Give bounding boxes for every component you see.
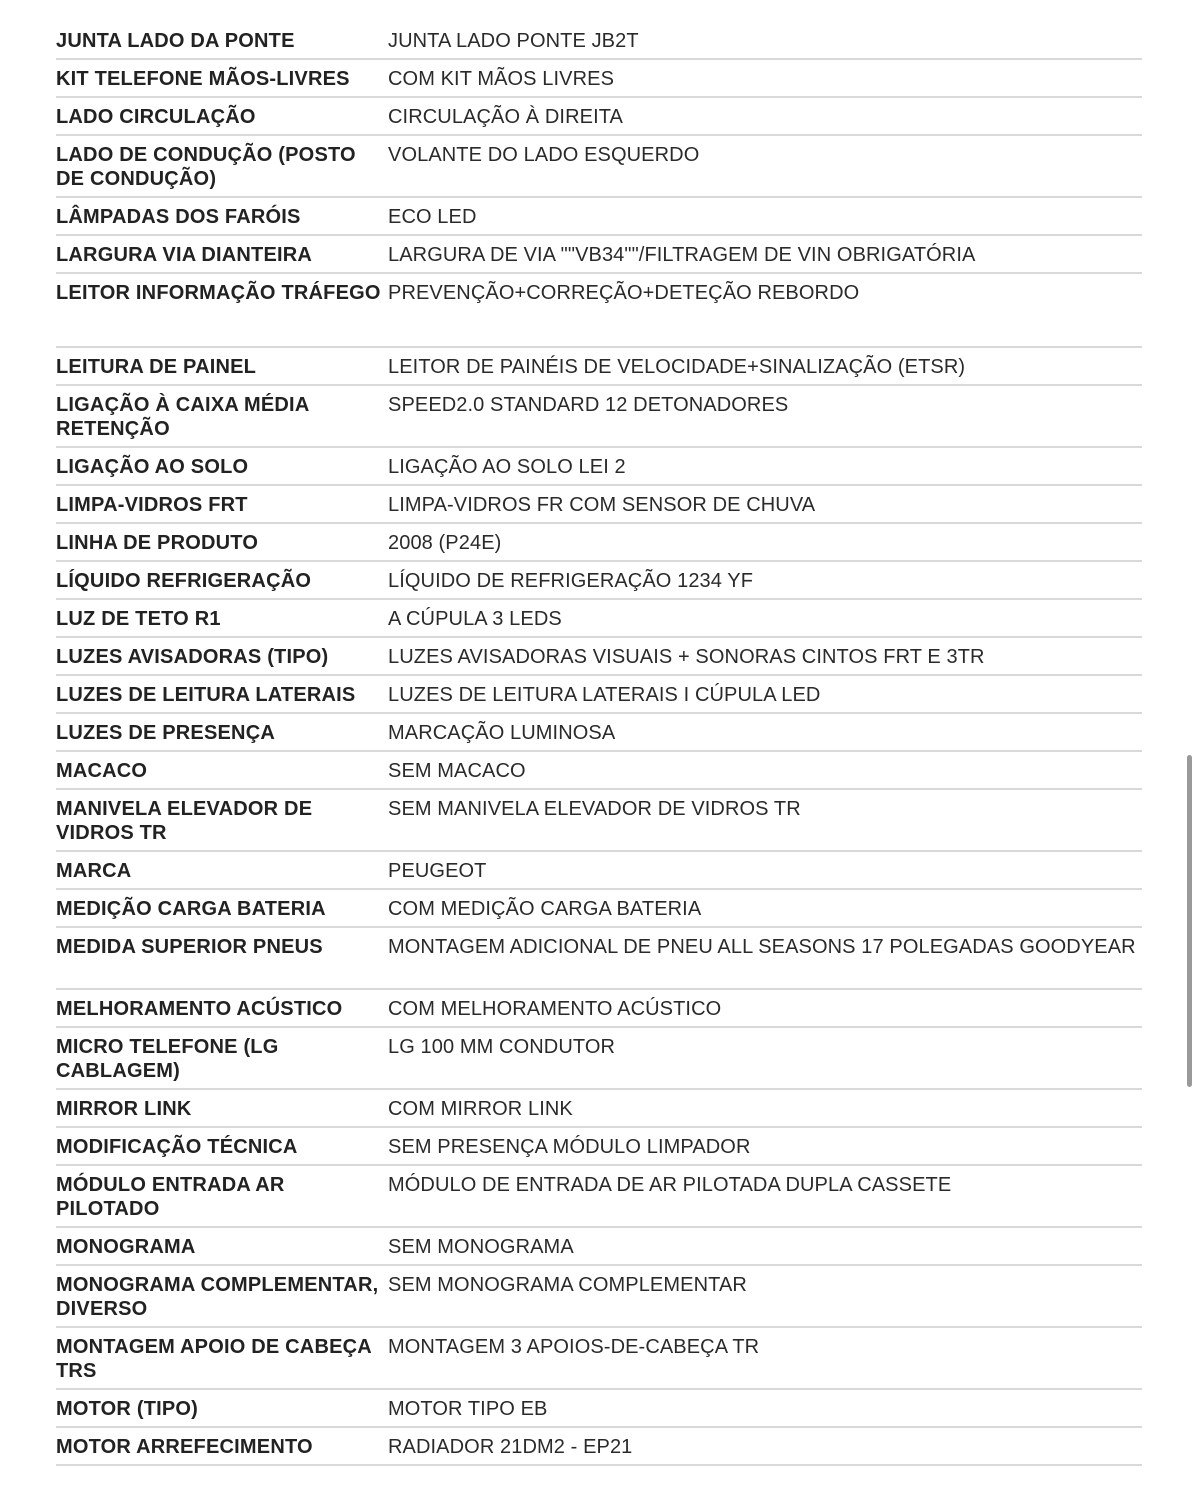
spec-value: MONTAGEM 3 APOIOS-DE-CABEÇA TR <box>388 1336 760 1358</box>
spec-value: COM KIT MÃOS LIVRES <box>388 68 615 90</box>
spec-label: MONOGRAMA COMPLEMENTAR, DIVERSO <box>56 1274 379 1320</box>
spec-row <box>56 714 1142 752</box>
spec-row <box>56 562 1142 600</box>
spec-row <box>56 274 1142 348</box>
spec-label: LUZES DE LEITURA LATERAIS <box>56 684 356 706</box>
spec-label: LINHA DE PRODUTO <box>56 532 259 554</box>
spec-row <box>56 60 1142 98</box>
spec-value: JUNTA LADO PONTE JB2T <box>388 30 639 52</box>
spec-row <box>56 98 1142 136</box>
spec-label: LUZES DE PRESENÇA <box>56 722 275 744</box>
spec-value: SEM MONOGRAMA COMPLEMENTAR <box>388 1274 747 1296</box>
spec-label: MACACO <box>56 760 148 782</box>
spec-label: JUNTA LADO DA PONTE <box>56 30 295 52</box>
spec-row <box>56 22 1142 60</box>
spec-value: PREVENÇÃO+CORREÇÃO+DETEÇÃO REBORDO <box>388 282 860 304</box>
spec-value: A CÚPULA 3 LEDS <box>388 608 562 630</box>
spec-label: MOTOR (TIPO) <box>56 1398 199 1420</box>
spec-row <box>56 890 1142 928</box>
spec-value: LIGAÇÃO AO SOLO LEI 2 <box>388 456 626 478</box>
spec-label: LIGAÇÃO À CAIXA MÉDIA RETENÇÃO <box>56 394 309 440</box>
spec-row <box>56 1090 1142 1128</box>
spec-value: RADIADOR 21DM2 - EP21 <box>388 1436 633 1458</box>
spec-row <box>56 1390 1142 1428</box>
spec-value: MARCAÇÃO LUMINOSA <box>388 722 616 744</box>
spec-value: SEM MONOGRAMA <box>388 1236 574 1258</box>
spec-value: SPEED2.0 STANDARD 12 DETONADORES <box>388 394 789 416</box>
spec-label: MONTAGEM APOIO DE CABEÇA TRS <box>56 1336 372 1382</box>
spec-label: MIRROR LINK <box>56 1098 192 1120</box>
spec-row <box>56 486 1142 524</box>
spec-label: MEDIÇÃO CARGA BATERIA <box>56 898 326 920</box>
spec-label: MÓDULO ENTRADA AR PILOTADO <box>56 1174 285 1220</box>
spec-value: MÓDULO DE ENTRADA DE AR PILOTADA DUPLA CASSETE <box>388 1174 952 1196</box>
spec-value: LUZES DE LEITURA LATERAIS I CÚPULA LED <box>388 684 821 706</box>
vertical-scrollbar[interactable] <box>1187 755 1192 1087</box>
spec-row <box>56 1266 1142 1328</box>
spec-value: LUZES AVISADORAS VISUAIS + SONORAS CINTOS FRT E 3TR <box>388 646 985 668</box>
spec-label: LARGURA VIA DIANTEIRA <box>56 244 313 266</box>
spec-value: LEITOR DE PAINÉIS DE VELOCIDADE+SINALIZAÇÃO (ETSR) <box>388 356 966 378</box>
spec-row <box>56 928 1142 990</box>
spec-row <box>56 790 1142 852</box>
spec-value: SEM MANIVELA ELEVADOR DE VIDROS TR <box>388 798 801 820</box>
spec-row <box>56 386 1142 448</box>
spec-row <box>56 600 1142 638</box>
spec-label: LEITOR INFORMAÇÃO TRÁFEGO <box>56 282 381 304</box>
spec-row <box>56 852 1142 890</box>
spec-value: 2008 (P24E) <box>388 532 502 554</box>
spec-label: LADO CIRCULAÇÃO <box>56 106 256 128</box>
spec-value: LÍQUIDO DE REFRIGERAÇÃO 1234 YF <box>388 570 754 592</box>
spec-row <box>56 752 1142 790</box>
spec-value: LARGURA DE VIA ""VB34""/FILTRAGEM DE VIN OBRIGATÓRIA <box>388 244 976 266</box>
spec-row <box>56 348 1142 386</box>
spec-label: LÍQUIDO REFRIGERAÇÃO <box>56 570 312 592</box>
spec-label: LIMPA-VIDROS FRT <box>56 494 248 516</box>
spec-value: MONTAGEM ADICIONAL DE PNEU ALL SEASONS 17 POLEGADAS GOODYEAR <box>388 936 1136 958</box>
spec-value: VOLANTE DO LADO ESQUERDO <box>388 144 700 166</box>
spec-row <box>56 1228 1142 1266</box>
spec-label: MONOGRAMA <box>56 1236 196 1258</box>
spec-row <box>56 1028 1142 1090</box>
spec-label: MARCA <box>56 860 132 882</box>
spec-label: MICRO TELEFONE (LG CABLAGEM) <box>56 1036 279 1082</box>
spec-value: MOTOR TIPO EB <box>388 1398 548 1420</box>
spec-value: PEUGEOT <box>388 860 487 882</box>
spec-label: MODIFICAÇÃO TÉCNICA <box>56 1136 298 1158</box>
spec-row <box>56 448 1142 486</box>
spec-label: LÂMPADAS DOS FARÓIS <box>56 206 301 228</box>
spec-value: COM MELHORAMENTO ACÚSTICO <box>388 998 722 1020</box>
spec-value: LIMPA-VIDROS FR COM SENSOR DE CHUVA <box>388 494 816 516</box>
specifications-table <box>56 22 1142 1466</box>
spec-value: SEM MACACO <box>388 760 526 782</box>
spec-value: COM MEDIÇÃO CARGA BATERIA <box>388 898 702 920</box>
spec-value: COM MIRROR LINK <box>388 1098 573 1120</box>
spec-row <box>56 638 1142 676</box>
spec-label: LEITURA DE PAINEL <box>56 356 257 378</box>
spec-row <box>56 676 1142 714</box>
spec-label: KIT TELEFONE MÃOS-LIVRES <box>56 68 350 90</box>
spec-value: ECO LED <box>388 206 477 228</box>
spec-label: LUZ DE TETO R1 <box>56 608 221 630</box>
spec-value: CIRCULAÇÃO À DIREITA <box>388 106 623 128</box>
spec-value: SEM PRESENÇA MÓDULO LIMPADOR <box>388 1136 751 1158</box>
spec-row <box>56 1428 1142 1466</box>
spec-label: LADO DE CONDUÇÃO (POSTO DE CONDUÇÃO) <box>56 144 356 190</box>
spec-row <box>56 1128 1142 1166</box>
spec-row <box>56 136 1142 198</box>
spec-label: LUZES AVISADORAS (TIPO) <box>56 646 329 668</box>
spec-row <box>56 198 1142 236</box>
spec-value: LG 100 MM CONDUTOR <box>388 1036 616 1058</box>
spec-row <box>56 236 1142 274</box>
spec-label: MOTOR ARREFECIMENTO <box>56 1436 313 1458</box>
spec-row <box>56 1328 1142 1390</box>
spec-row <box>56 524 1142 562</box>
spec-label: MELHORAMENTO ACÚSTICO <box>56 998 343 1020</box>
spec-label: MANIVELA ELEVADOR DE VIDROS TR <box>56 798 313 844</box>
spec-label: MEDIDA SUPERIOR PNEUS <box>56 936 323 958</box>
spec-row <box>56 1166 1142 1228</box>
spec-row <box>56 990 1142 1028</box>
spec-label: LIGAÇÃO AO SOLO <box>56 456 249 478</box>
